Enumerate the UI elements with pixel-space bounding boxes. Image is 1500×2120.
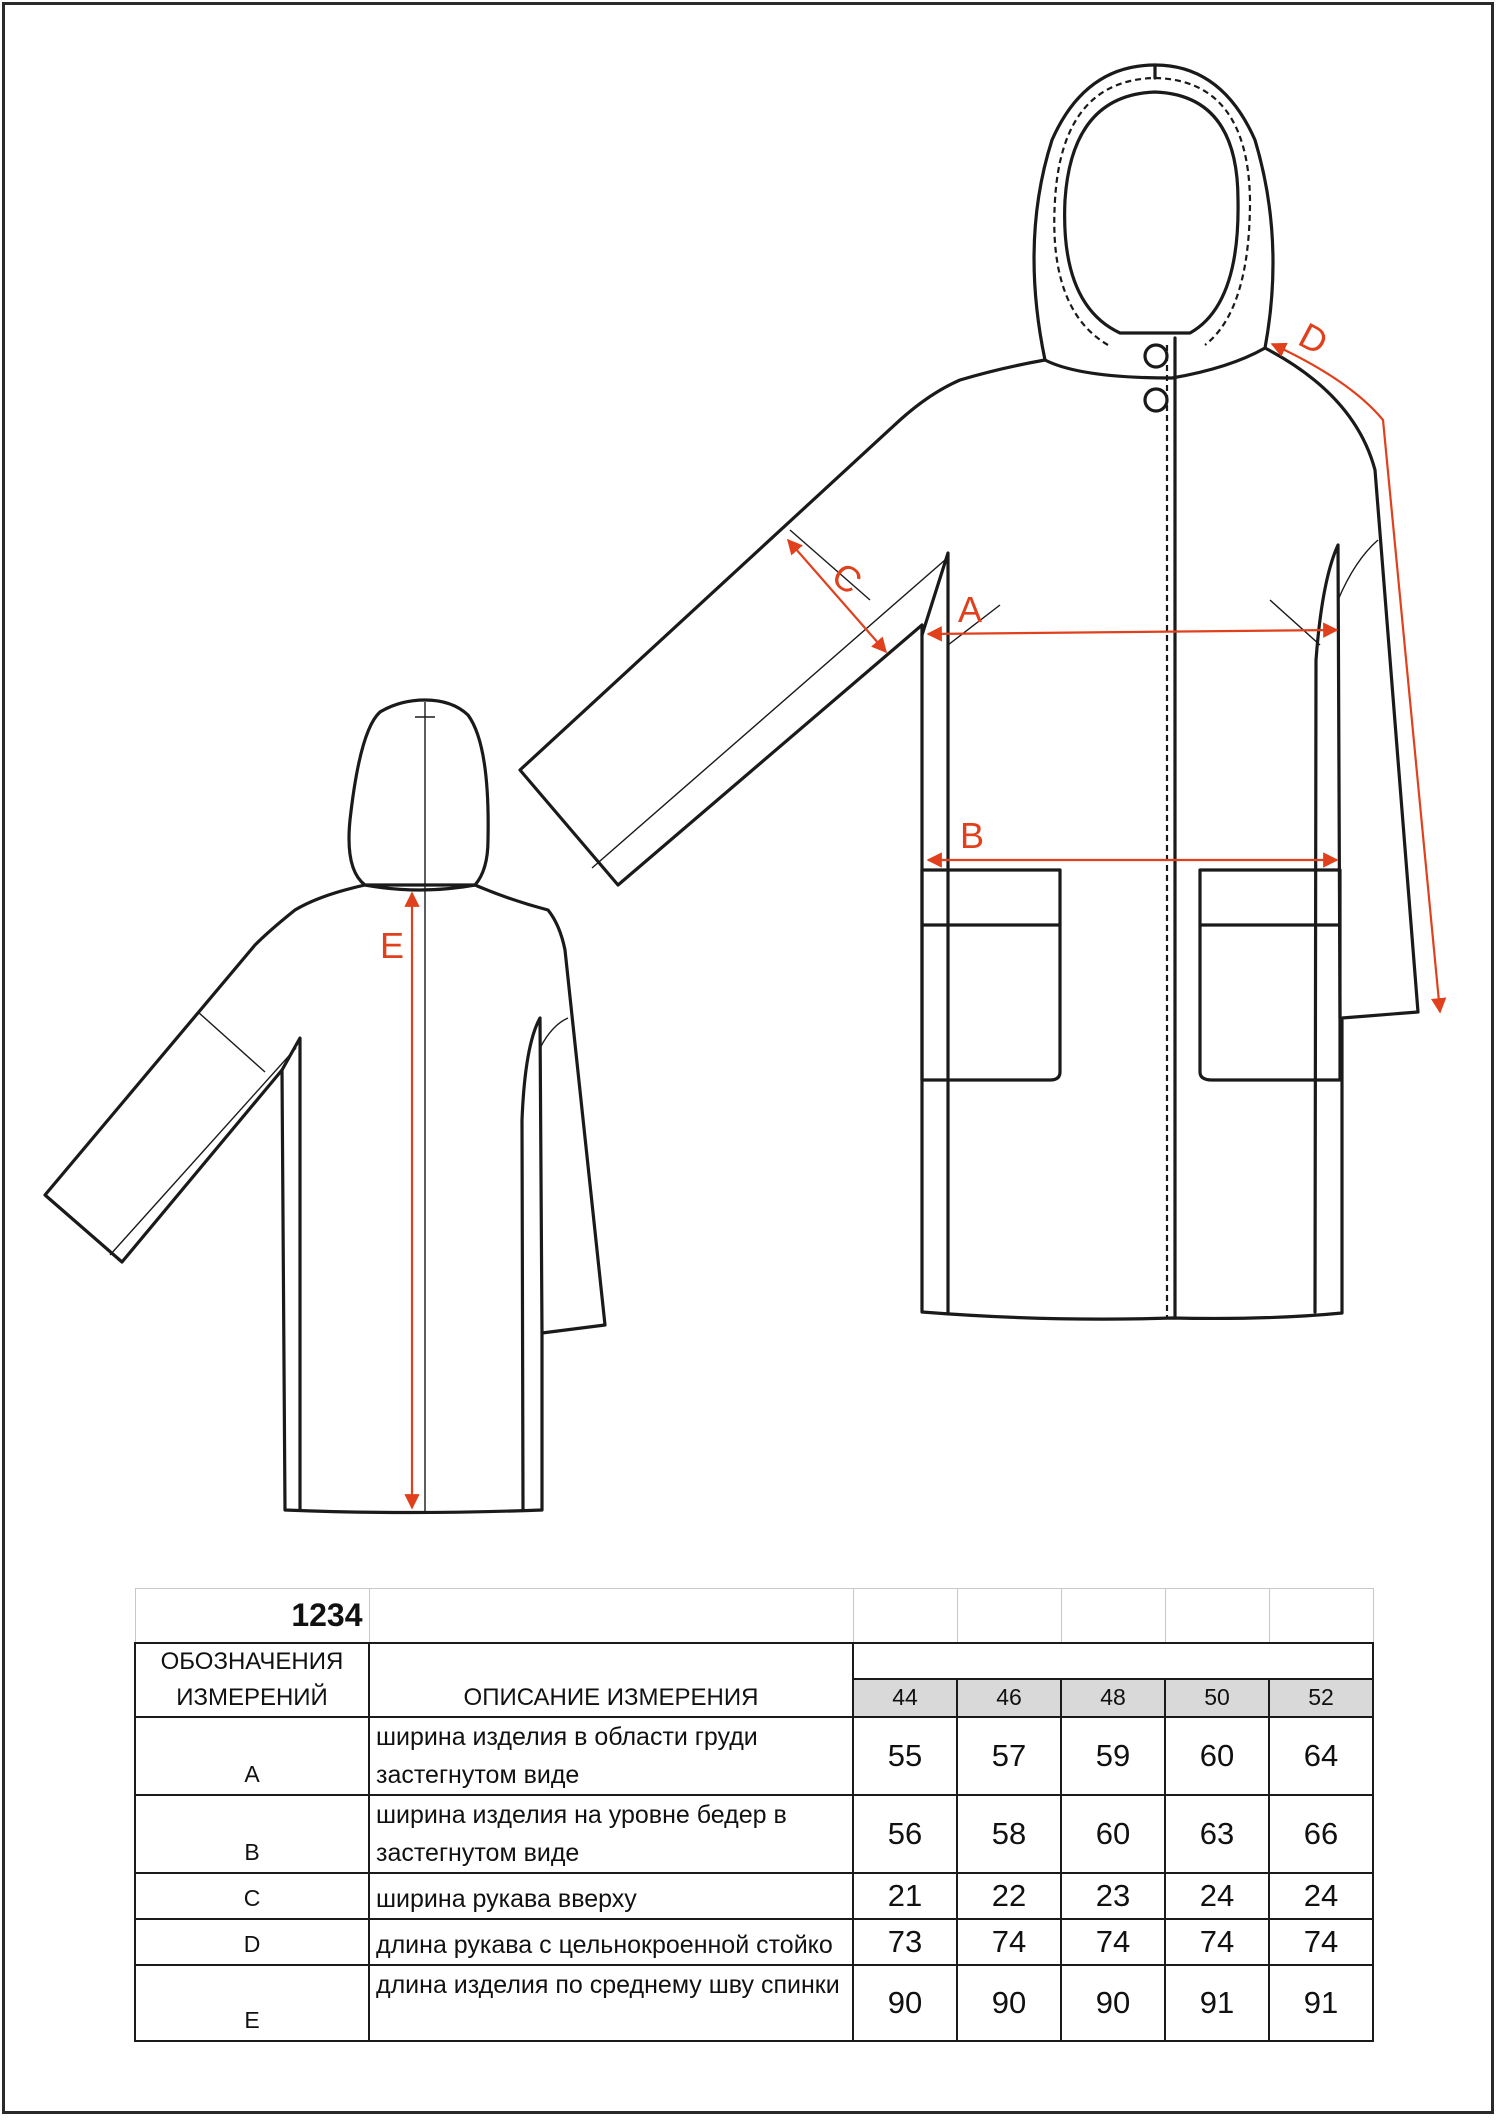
row-description: длина рукава с цельнокроенной стойко <box>369 1919 853 1965</box>
size-52: 52 <box>1269 1679 1373 1717</box>
row-value: 60 <box>1061 1795 1165 1873</box>
row-value: 59 <box>1061 1717 1165 1795</box>
row-value: 22 <box>957 1873 1061 1919</box>
row-value: 24 <box>1269 1873 1373 1919</box>
button-2 <box>1145 389 1167 411</box>
back-hood-outline <box>349 700 488 890</box>
header-measurement-description: ОПИСАНИЕ ИЗМЕРЕНИЯ <box>369 1643 853 1717</box>
row-value: 64 <box>1269 1717 1373 1795</box>
label-d: D <box>1292 314 1335 363</box>
table-row <box>135 1795 1373 1873</box>
left-pocket <box>922 870 1060 1080</box>
front-hood-opening <box>1065 92 1238 333</box>
row-value: 56 <box>853 1795 957 1873</box>
header-measurement-codes: ОБОЗНАЧЕНИЯ ИЗМЕРЕНИЙ <box>135 1643 369 1717</box>
row-value: 24 <box>1165 1873 1269 1919</box>
row-code: B <box>135 1795 369 1873</box>
back-view <box>45 700 605 1513</box>
right-pocket <box>1200 870 1340 1080</box>
row-value: 21 <box>853 1873 957 1919</box>
row-code: A <box>135 1717 369 1795</box>
row-value: 57 <box>957 1717 1061 1795</box>
measure-a-arrow <box>928 630 1337 634</box>
right-side-slit <box>1315 545 1340 1312</box>
row-description: ширина изделия на уровне бедер в застегнутом виде <box>369 1795 853 1873</box>
row-description: ширина изделия в области груди застегнутом виде <box>369 1717 853 1795</box>
back-side-seam <box>540 1018 568 1048</box>
label-c: C <box>824 553 870 603</box>
row-value: 90 <box>1061 1965 1165 2041</box>
row-description: ширина рукава вверху <box>369 1873 853 1919</box>
table-row <box>135 1717 1373 1795</box>
right-sleeve-seam <box>1338 540 1378 600</box>
table-title-row <box>135 1589 1373 1643</box>
button-1 <box>1145 345 1167 367</box>
row-value: 58 <box>957 1795 1061 1873</box>
size-48: 48 <box>1061 1679 1165 1717</box>
label-a: A <box>958 589 983 630</box>
table-row <box>135 1965 1373 2041</box>
row-value: 74 <box>1269 1919 1373 1965</box>
size-spec-table <box>134 1588 1374 2042</box>
row-value: 55 <box>853 1717 957 1795</box>
left-sleeve-seam-line <box>592 560 945 868</box>
measure-d-arrow <box>1272 344 1440 1012</box>
measurement-marks <box>380 314 1440 1508</box>
row-value: 23 <box>1061 1873 1165 1919</box>
front-hood-stitching <box>1054 78 1250 345</box>
row-value: 90 <box>853 1965 957 2041</box>
label-b: B <box>960 815 985 856</box>
row-value: 74 <box>1061 1919 1165 1965</box>
row-value: 66 <box>1269 1795 1373 1873</box>
table-row <box>135 1873 1373 1919</box>
row-code: E <box>135 1965 369 2041</box>
table-row <box>135 1919 1373 1965</box>
row-value: 91 <box>1269 1965 1373 2041</box>
row-value: 91 <box>1165 1965 1269 2041</box>
row-value: 73 <box>853 1919 957 1965</box>
row-value: 63 <box>1165 1795 1269 1873</box>
back-sleeve-seam <box>110 1048 296 1255</box>
row-value: 74 <box>957 1919 1061 1965</box>
row-code: C <box>135 1873 369 1919</box>
label-e: E <box>380 925 405 966</box>
row-value: 60 <box>1165 1717 1269 1795</box>
row-description: длина изделия по среднему шву спинки <box>369 1965 853 2041</box>
table-header-row <box>135 1643 1373 1679</box>
size-44: 44 <box>853 1679 957 1717</box>
back-side-slit <box>522 1018 542 1510</box>
row-value: 74 <box>1165 1919 1269 1965</box>
front-view <box>520 65 1418 1319</box>
row-value: 90 <box>957 1965 1061 2041</box>
row-code: D <box>135 1919 369 1965</box>
size-46: 46 <box>957 1679 1061 1717</box>
size-50: 50 <box>1165 1679 1269 1717</box>
chest-tick-right <box>1270 600 1320 645</box>
left-sleeve-slit <box>922 553 948 1312</box>
back-sleeve-tick <box>198 1012 265 1072</box>
model-number: 1234 <box>135 1589 369 1643</box>
